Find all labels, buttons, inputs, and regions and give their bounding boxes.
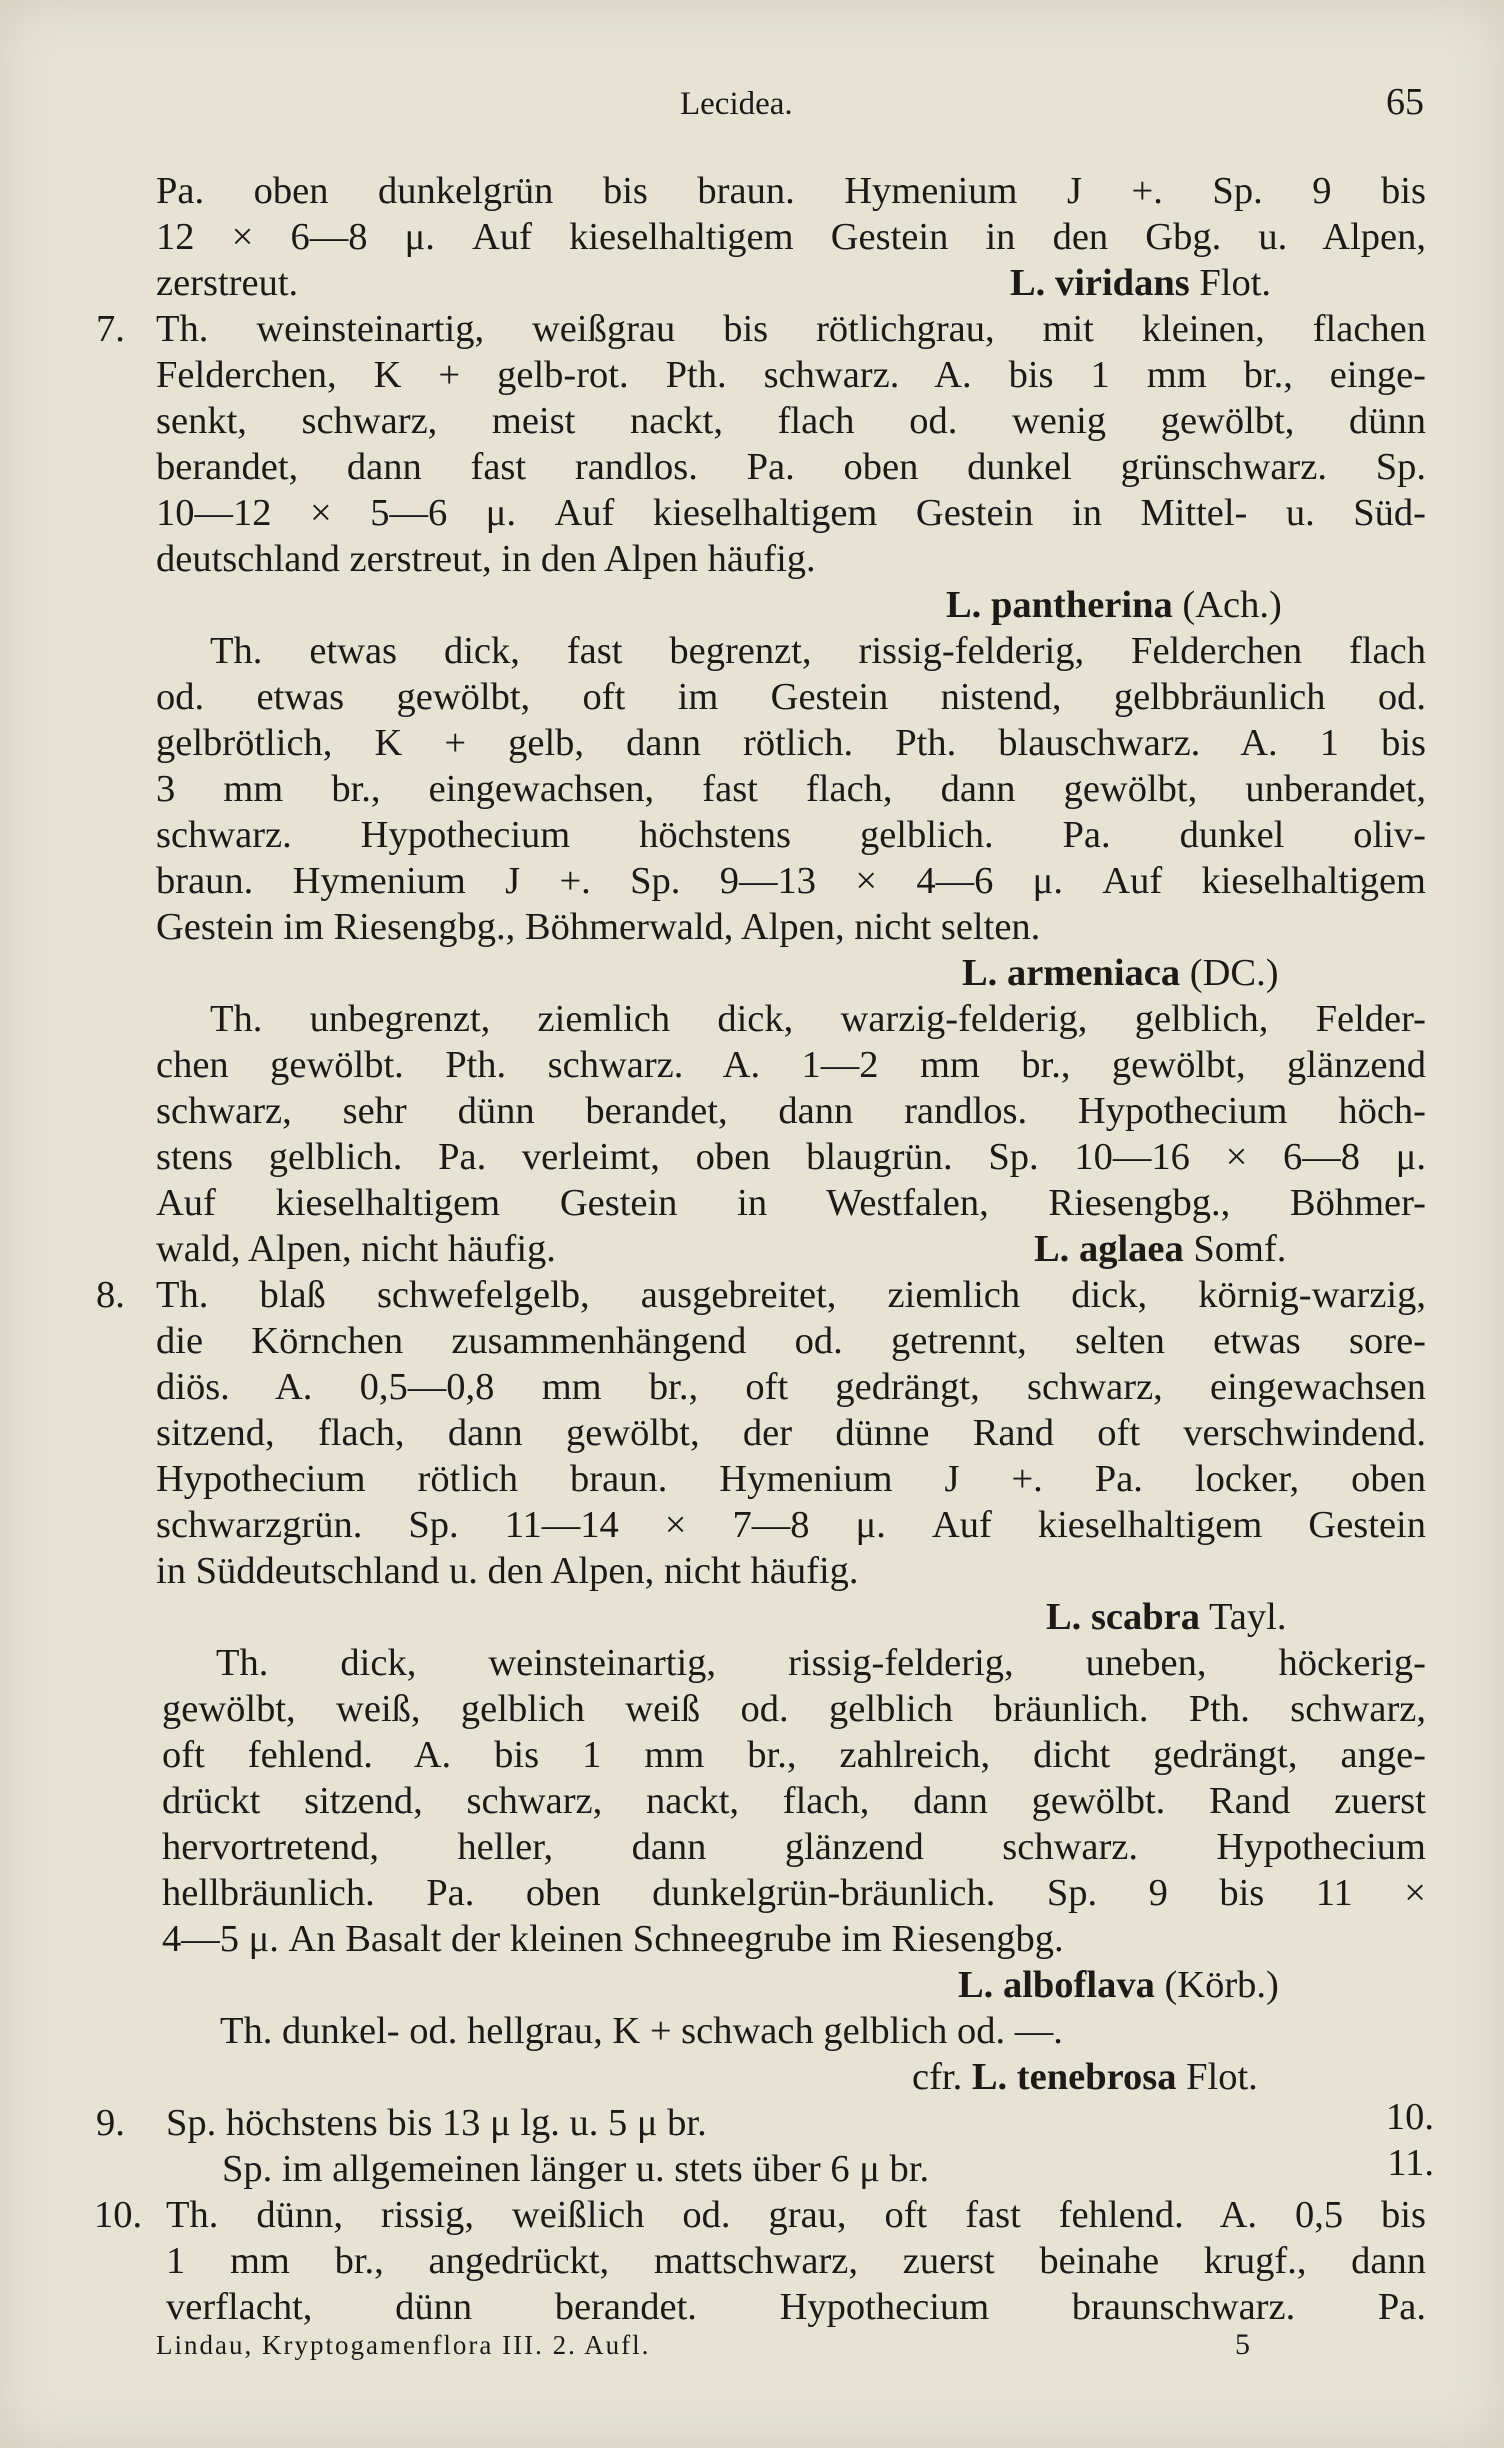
text-line: Felderchen, K + gelb-rot. Pth. schwarz. A. bis 1 mm br., einge- — [156, 354, 1426, 396]
species-name-alboflava: L. alboflava (Körb.) — [958, 1964, 1279, 2006]
text-line: 4—5 μ. An Basalt der kleinen Schneegrube im Riesengbg. — [162, 1918, 1064, 1960]
text-line: 3 mm br., eingewachsen, fast flach, dann gewölbt, unberandet, — [156, 768, 1426, 810]
text-line: Sp. höchstens bis 13 μ lg. u. 5 μ br. — [166, 2102, 707, 2144]
species-name-viridans: L. viridans Flot. — [1010, 262, 1272, 304]
text-line: 12 × 6—8 μ. Auf kieselhaltigem Gestein in den Gbg. u. Alpen, — [156, 216, 1426, 258]
key-number: 7. — [96, 308, 125, 350]
text-line: Th. blaß schwefelgelb, ausgebreitet, ziemlich dick, körnig-warzig, — [156, 1274, 1426, 1316]
text-line: 1 mm br., angedrückt, mattschwarz, zuerst beinahe krugf., dann — [166, 2240, 1426, 2282]
text-line: Th. dunkel- od. hellgrau, K + schwach gelblich od. —. — [220, 2010, 1063, 2052]
key-number: 10. — [94, 2194, 143, 2236]
text-line: Th. unbegrenzt, ziemlich dick, warzig-felderig, gelblich, Felder- — [210, 998, 1426, 1040]
species-name-tenebrosa: cfr. L. tenebrosa Flot. — [912, 2056, 1258, 2098]
species-name-aglaea: L. aglaea Somf. — [1034, 1228, 1287, 1270]
text-line: schwarz. Hypothecium höchstens gelblich. Pa. dunkel oliv- — [156, 814, 1426, 856]
footer-signature: Lindau, Kryptogamenflora III. 2. Aufl. — [156, 2330, 651, 2360]
text-line: hellbräunlich. Pa. oben dunkelgrün-bräunlich. Sp. 9 bis 11 × — [162, 1872, 1426, 1914]
text-line: Th. dünn, rissig, weißlich od. grau, oft fast fehlend. A. 0,5 bis — [166, 2194, 1426, 2236]
text-line: od. etwas gewölbt, oft im Gestein nistend, gelbbräunlich od. — [156, 676, 1426, 718]
key-reference: 10. — [1385, 2096, 1434, 2138]
key-number: 8. — [96, 1274, 125, 1316]
species-name-pantherina: L. pantherina (Ach.) — [946, 584, 1282, 626]
key-number: 9. — [96, 2102, 125, 2144]
text-line: Gestein im Riesengbg., Böhmerwald, Alpen, nicht selten. — [156, 906, 1041, 948]
text-line: die Körnchen zusammenhängend od. getrennt, selten etwas sore- — [156, 1320, 1426, 1362]
text-line: Auf kieselhaltigem Gestein in Westfalen, Riesengbg., Böhmer- — [156, 1182, 1426, 1224]
text-line: gelbrötlich, K + gelb, dann rötlich. Pth. blauschwarz. A. 1 bis — [156, 722, 1426, 764]
text-line: chen gewölbt. Pth. schwarz. A. 1—2 mm br., gewölbt, glänzend — [156, 1044, 1426, 1086]
text-line: deutschland zerstreut, in den Alpen häufig. — [156, 538, 816, 580]
text-line: zerstreut. — [156, 262, 299, 304]
text-line: senkt, schwarz, meist nackt, flach od. wenig gewölbt, dünn — [156, 400, 1426, 442]
text-line: stens gelblich. Pa. verleimt, oben blaugrün. Sp. 10—16 × 6—8 μ. — [156, 1136, 1426, 1178]
text-line: gewölbt, weiß, gelblich weiß od. gelblich bräunlich. Pth. schwarz, — [162, 1688, 1426, 1730]
text-line: hervortretend, heller, dann glänzend schwarz. Hypothecium — [162, 1826, 1426, 1868]
footer-sheet-number: 5 — [1235, 2328, 1250, 2361]
text-line: Th. etwas dick, fast begrenzt, rissig-felderig, Felderchen flach — [210, 630, 1426, 672]
text-line: Th. weinsteinartig, weißgrau bis rötlichgrau, mit kleinen, flachen — [156, 308, 1426, 350]
text-line: verflacht, dünn berandet. Hypothecium braunschwarz. Pa. — [166, 2286, 1426, 2328]
text-line: braun. Hymenium J +. Sp. 9—13 × 4—6 μ. Auf kieselhaltigem — [156, 860, 1426, 902]
text-line: Pa. oben dunkelgrün bis braun. Hymenium J +. Sp. 9 bis — [156, 170, 1426, 212]
text-line: oft fehlend. A. bis 1 mm br., zahlreich, dicht gedrängt, ange- — [162, 1734, 1426, 1776]
species-name-scabra: L. scabra Tayl. — [1046, 1596, 1287, 1638]
text-line: drückt sitzend, schwarz, nackt, flach, dann gewölbt. Rand zuerst — [162, 1780, 1426, 1822]
text-line: 10—12 × 5—6 μ. Auf kieselhaltigem Gestein in Mittel- u. Süd- — [156, 492, 1426, 534]
text-line: berandet, dann fast randlos. Pa. oben dunkel grünschwarz. Sp. — [156, 446, 1426, 488]
text-line: Sp. im allgemeinen länger u. stets über 6 μ br. — [222, 2148, 930, 2190]
text-line: wald, Alpen, nicht häufig. — [156, 1228, 556, 1270]
text-line: in Süddeutschland u. den Alpen, nicht häufig. — [156, 1550, 859, 1592]
key-reference: 11. — [1387, 2142, 1434, 2184]
running-header-title: Lecidea. — [680, 86, 793, 122]
page-number: 65 — [1386, 81, 1424, 123]
text-line: Hypothecium rötlich braun. Hymenium J +. Pa. locker, oben — [156, 1458, 1426, 1500]
text-line: diös. A. 0,5—0,8 mm br., oft gedrängt, schwarz, eingewachsen — [156, 1366, 1426, 1408]
text-line: schwarzgrün. Sp. 11—14 × 7—8 μ. Auf kieselhaltigem Gestein — [156, 1504, 1426, 1546]
text-line: Th. dick, weinsteinartig, rissig-felderig, uneben, höckerig- — [216, 1642, 1426, 1684]
text-line: schwarz, sehr dünn berandet, dann randlos. Hypothecium höch- — [156, 1090, 1426, 1132]
text-line: sitzend, flach, dann gewölbt, der dünne Rand oft verschwindend. — [156, 1412, 1426, 1454]
species-name-armeniaca: L. armeniaca (DC.) — [962, 952, 1279, 994]
